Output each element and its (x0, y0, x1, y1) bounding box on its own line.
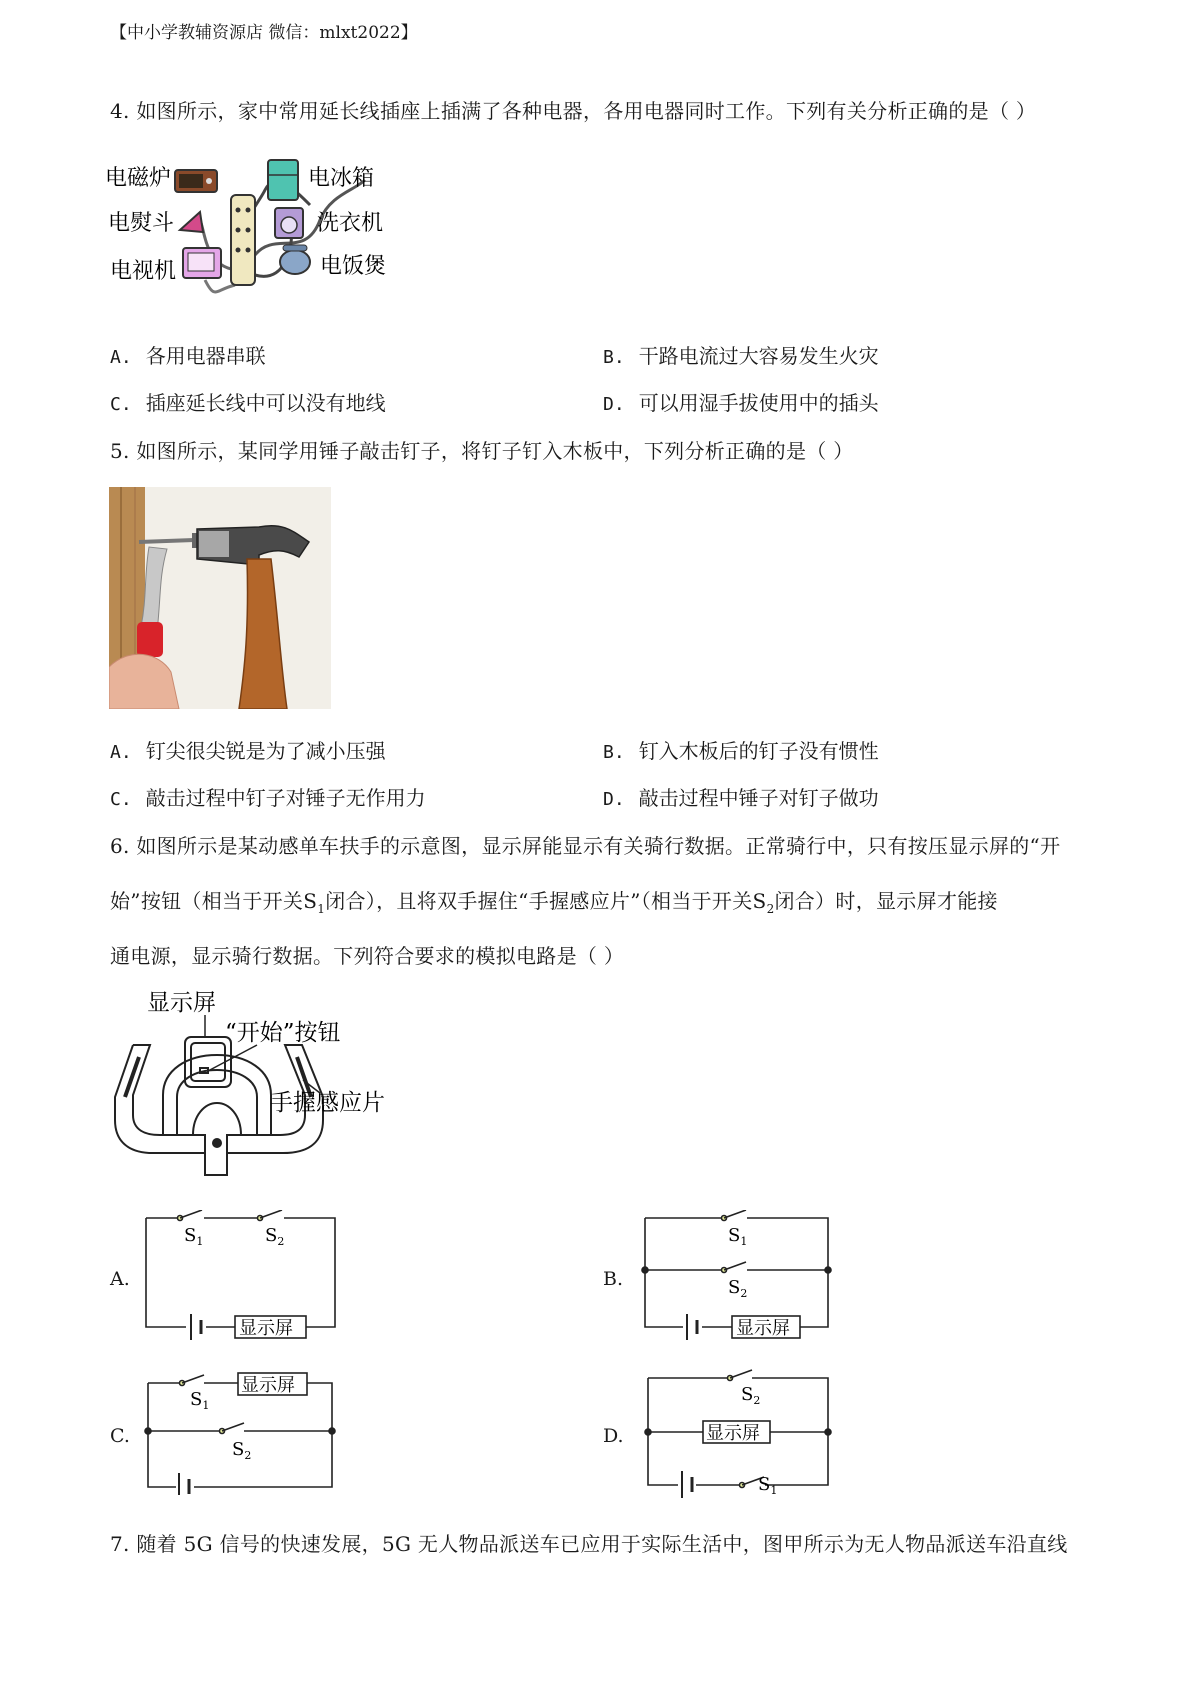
display-label: 显示屏 (241, 1375, 295, 1396)
switch-s2-label: $S_2$ (265, 1225, 285, 1248)
grip-sensor-label: 手握感应片 (270, 1090, 385, 1116)
q5-option-c[interactable]: C. 敲击过程中钉子对锤子无作用力 (110, 786, 426, 810)
circuit-option-b-label[interactable]: B. (603, 1268, 624, 1290)
q4-appliances-figure (105, 150, 425, 310)
start-button-label: “开始”按钮 (225, 1020, 341, 1046)
nail (139, 540, 194, 542)
power-strip-icon (231, 195, 255, 285)
circuit-c[interactable] (140, 1365, 340, 1495)
q4-option-a[interactable]: A. 各用电器串联 (110, 344, 266, 368)
q5-hammer-photo (109, 487, 331, 709)
q5-option-b[interactable]: B. 钉入木板后的钉子没有惯性 (603, 739, 879, 763)
switch-s1-label: $S_1$ (190, 1389, 210, 1412)
switch-s1-label: $S_1$ (758, 1474, 778, 1497)
q5-stem: 5. 如图所示，某同学用锤子敲击钉子，将钉子钉入木板中，下列分析正确的是（ ） (110, 439, 854, 463)
q4-option-b[interactable]: B. 干路电流过大容易发生火灾 (603, 344, 879, 368)
iron-icon (180, 212, 203, 232)
q4-stem: 4. 如图所示，家中常用延长线插座上插满了各种电器，各用电器同时工作。下列有关分析正确的是（ ） (110, 99, 1037, 123)
q6-stem-line1: 6. 如图所示是某动感单车扶手的示意图，显示屏能显示有关骑行数据。正常骑行中，只有按压显示屏的“开 (110, 834, 1061, 858)
q7-stem: 7. 随着 5G 信号的快速发展，5G 无人物品派送车已应用于实际生活中，图甲所示为无人物品派送车沿直线 (110, 1532, 1068, 1556)
q4-option-d[interactable]: D. 可以用湿手拔使用中的插头 (603, 391, 879, 415)
induction-cooker-icon (175, 170, 217, 192)
circuit-option-c-label[interactable]: C. (110, 1425, 130, 1447)
q4-option-c[interactable]: C. 插座延长线中可以没有地线 (110, 391, 386, 415)
q5-option-d[interactable]: D. 敲击过程中锤子对钉子做功 (603, 786, 879, 810)
appliance-label: 电饭煲 (320, 254, 387, 279)
rice-cooker-icon (280, 245, 310, 274)
display-label: 显示屏 (736, 1318, 790, 1339)
tv-icon (183, 248, 221, 278)
screen-label: 显示屏 (147, 990, 216, 1016)
circuit-option-d-label[interactable]: D. (603, 1425, 624, 1447)
circuit-d[interactable] (640, 1360, 840, 1500)
page-header: 【中小学教辅资源店 微信：mlxt2022】 (110, 23, 418, 43)
switch-s1-label: $S_1$ (728, 1225, 748, 1248)
appliance-label: 洗衣机 (317, 211, 384, 236)
q6-stem-line2: 始”按钮（相当于开关$S_1$闭合），且将双手握住“手握感应片”（相当于开关$S_2$闭合）时，显示屏才能接 (110, 889, 998, 916)
q5-option-a[interactable]: A. 钉尖很尖锐是为了减小压强 (110, 739, 386, 763)
circuit-b[interactable] (640, 1210, 840, 1340)
appliance-label: 电磁炉 (105, 166, 172, 191)
appliance-label: 电视机 (110, 259, 177, 284)
handlebar-diagram (105, 985, 425, 1180)
switch-s2-label: $S_2$ (741, 1384, 761, 1407)
switch-s2-symbol: $S_2$ (752, 889, 775, 916)
refrigerator-icon (268, 160, 298, 200)
circuit-option-a-label[interactable]: A. (110, 1268, 130, 1290)
q6-stem-line3: 通电源，显示骑行数据。下列符合要求的模拟电路是（ ） (110, 944, 625, 968)
switch-s1-symbol: $S_1$ (303, 889, 326, 916)
appliance-label: 电熨斗 (108, 211, 175, 236)
circuit-a[interactable] (140, 1210, 340, 1340)
switch-s2-label: $S_2$ (728, 1277, 748, 1300)
appliance-label: 电冰箱 (308, 166, 375, 191)
switch-s2-label: $S_2$ (232, 1439, 252, 1462)
washing-machine-icon (275, 208, 303, 238)
switch-s1-label: $S_1$ (184, 1225, 204, 1248)
red-grip (137, 622, 163, 657)
display-label: 显示屏 (239, 1318, 293, 1339)
display-label: 显示屏 (706, 1423, 760, 1444)
